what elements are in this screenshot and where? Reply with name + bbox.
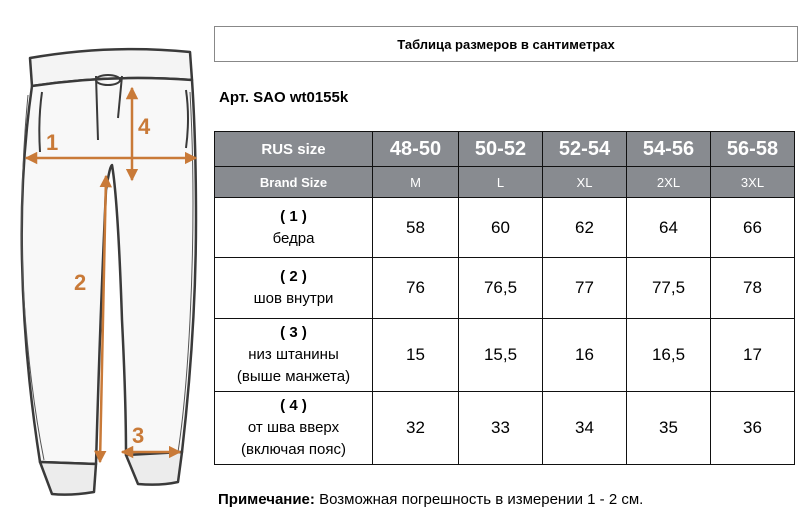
header-row-rus (215, 132, 795, 167)
value-cell: 78 (711, 258, 795, 319)
value-cell: 16,5 (627, 319, 711, 392)
value-cell: 77,5 (627, 258, 711, 319)
header-row-brand (215, 167, 795, 198)
param-number: ( 2 ) (280, 268, 307, 285)
param-name: бедра (272, 229, 315, 247)
value-cell: 76 (373, 258, 459, 319)
rus-size-cell: 52-54 (543, 132, 627, 167)
table-row (215, 319, 795, 392)
param-cell (215, 392, 373, 465)
page-title: Таблица размеров в сантиметрах (214, 26, 798, 62)
value-cell: 15,5 (459, 319, 543, 392)
brand-size-cell: 2XL (627, 167, 711, 198)
value-cell: 33 (459, 392, 543, 465)
param-cell (215, 258, 373, 319)
value-cell: 32 (373, 392, 459, 465)
value-cell: 62 (543, 198, 627, 258)
value-cell: 76,5 (459, 258, 543, 319)
brand-size-cell: M (373, 167, 459, 198)
note-label: Примечание: (218, 491, 315, 508)
note (218, 491, 643, 508)
table-row (215, 258, 795, 319)
rus-size-cell: 54-56 (627, 132, 711, 167)
param-cell (215, 198, 373, 258)
param-number: ( 3 ) (280, 324, 307, 341)
value-cell: 34 (543, 392, 627, 465)
label-3: 3 (132, 423, 145, 448)
brand-size-label: Brand Size (215, 167, 373, 198)
note-text: Возможная погрешность в измерении 1 - 2 см. (314, 491, 644, 508)
rus-size-cell: 50-52 (459, 132, 543, 167)
brand-size-cell: L (459, 167, 543, 198)
rus-size-label: RUS size (215, 132, 373, 167)
rus-size-cell: 48-50 (373, 132, 459, 167)
value-cell: 35 (627, 392, 711, 465)
value-cell: 60 (459, 198, 543, 258)
value-cell: 64 (627, 198, 711, 258)
param-note: (включая пояс) (241, 441, 346, 458)
size-table (214, 131, 795, 465)
param-number: ( 4 ) (280, 397, 307, 414)
param-name: шов внутри (253, 290, 334, 307)
param-name: от шва вверх (247, 419, 340, 436)
label-4: 4 (138, 114, 151, 139)
param-note: (выше манжета) (236, 368, 351, 385)
param-name: низ штанины (248, 346, 339, 363)
value-cell: 36 (711, 392, 795, 465)
value-cell: 66 (711, 198, 795, 258)
pants-diagram (0, 0, 215, 517)
value-cell: 17 (711, 319, 795, 392)
brand-size-cell: 3XL (711, 167, 795, 198)
table-row (215, 198, 795, 258)
label-2: 2 (74, 270, 87, 295)
pants-outline (22, 49, 196, 495)
rus-size-cell: 56-58 (711, 132, 795, 167)
value-cell: 16 (543, 319, 627, 392)
table-row (215, 392, 795, 465)
label-1: 1 (46, 130, 59, 155)
article-number: Арт. SAO wt0155k (219, 89, 349, 106)
param-cell (215, 319, 373, 392)
value-cell: 77 (543, 258, 627, 319)
value-cell: 58 (373, 198, 459, 258)
param-number: ( 1 ) (280, 207, 307, 225)
brand-size-cell: XL (543, 167, 627, 198)
value-cell: 15 (373, 319, 459, 392)
